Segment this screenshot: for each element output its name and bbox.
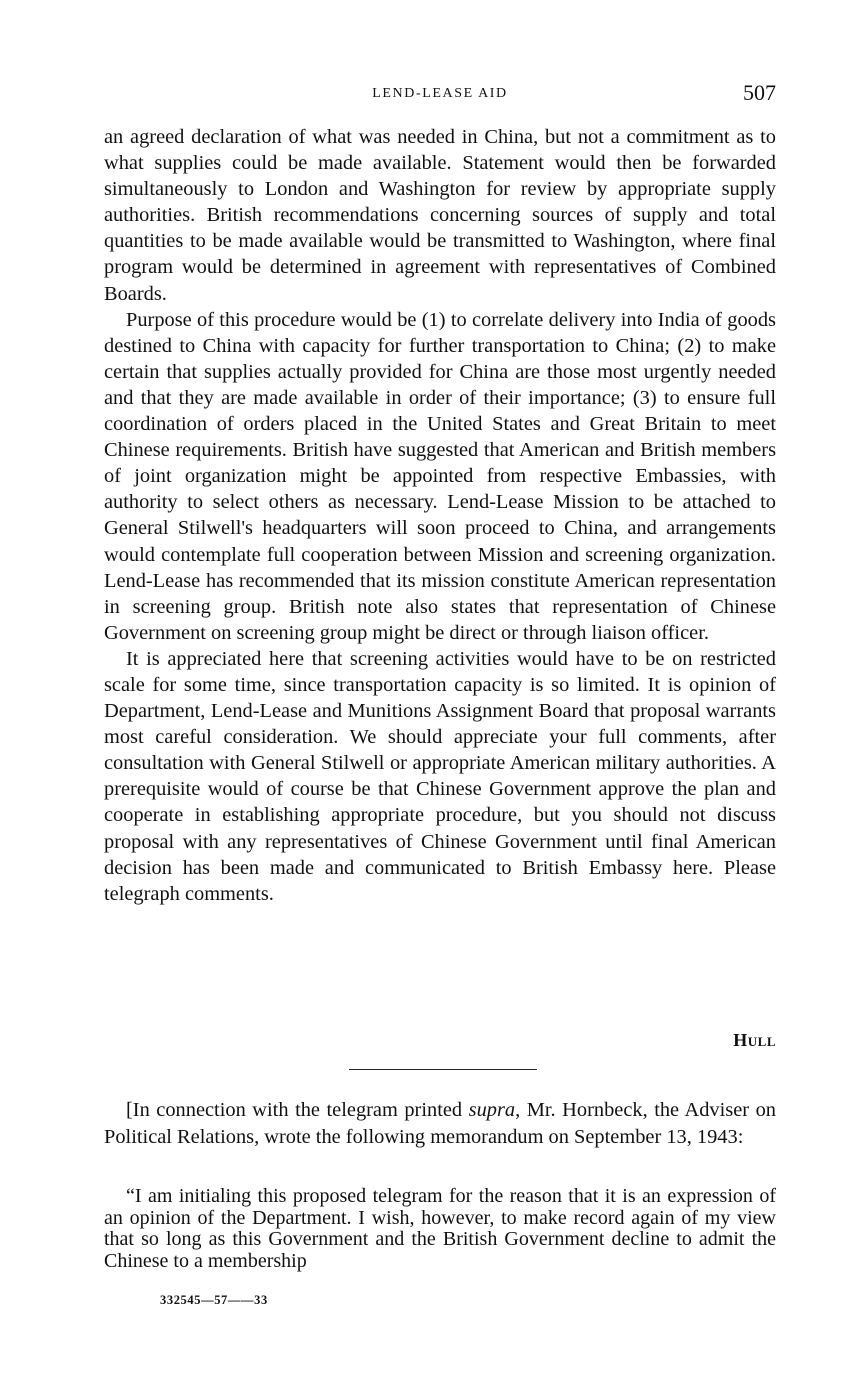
page-number: 507 [743, 80, 776, 105]
telegram-paragraph-2: Purpose of this procedure would be (1) to correlate delivery into India of goods destined to China with capacity for further transportation to China; (2) to make certain that supplies actually provided for China are those most urgently needed and that they are made available in order of their importance; (3) to ensure full coordination of orders placed in the United States and Great Britain to meet Chinese requirements. British have suggested that American and British members of joint organization might be appointed from respective Embassies, with authority to select others as necessary. Lend-Lease Mission to be attached to General Stilwell's headquarters will soon proceed to China, and arrangements would contemplate full cooperation between Mission and screening organization. Lend-Lease has recommended that its mission constitute American representation in screening group. British note also states that representation of Chinese Government on screening group might be direct or through liaison officer. [104, 308, 776, 644]
memorandum-paragraph: “I am initialing this proposed telegram for the reason that it is an expression of an opinion of the Department. I wish, however, to make record again of my view that so long as this Government and the British Government decline to admit the Chinese to a membership [104, 1185, 776, 1272]
telegram-paragraph-1: an agreed declaration of what was needed in China, but not a commitment as to what supplies could be made available. Statement would then be forwarded simultaneously to London and Washington for review by appropriate supply authorities. British recommendations concerning sources of supply and total quantities to be made available would be transmitted to Washington, where final program would be determined in agreement with representatives of Combined Boards. [104, 126, 776, 305]
telegram-paragraph-3: It is appreciated here that screening activities would have to be on restricted scale for some time, since transportation capacity is so limited. It is opinion of Department, Lend-Lease and Munitions Assignment Board that proposal warrants most careful consideration. We should appreciate your full comments, after consultation with General Stilwell or appropriate American military authorities. A prerequisite would of course be that Chinese Government approve the plan and cooperate in establishing appropriate procedure, but you should not discuss proposal with any representatives of Chinese Government until final American decision has been made and communicated to British Embassy here. Please telegraph comments. [104, 647, 776, 905]
running-title: LEND-LEASE AID [372, 86, 508, 101]
editorial-paragraph [104, 1097, 776, 1150]
editorial-italic-word: supra [468, 1099, 516, 1121]
signature: Hull [733, 1030, 776, 1050]
section-divider [349, 1069, 537, 1070]
editorial-text-start: [In connection with the telegram printed [126, 1099, 469, 1121]
telegram-body [104, 124, 776, 907]
print-code: 332545—57——33 [160, 1293, 268, 1307]
editorial-note [104, 1097, 776, 1150]
editorial-text-end: , Mr. Hornbeck, the Adviser on Political Relations, wrote the following memorandum on September 13, 1943: [104, 1099, 776, 1148]
memorandum-quote [104, 1186, 776, 1272]
running-head [104, 80, 776, 110]
